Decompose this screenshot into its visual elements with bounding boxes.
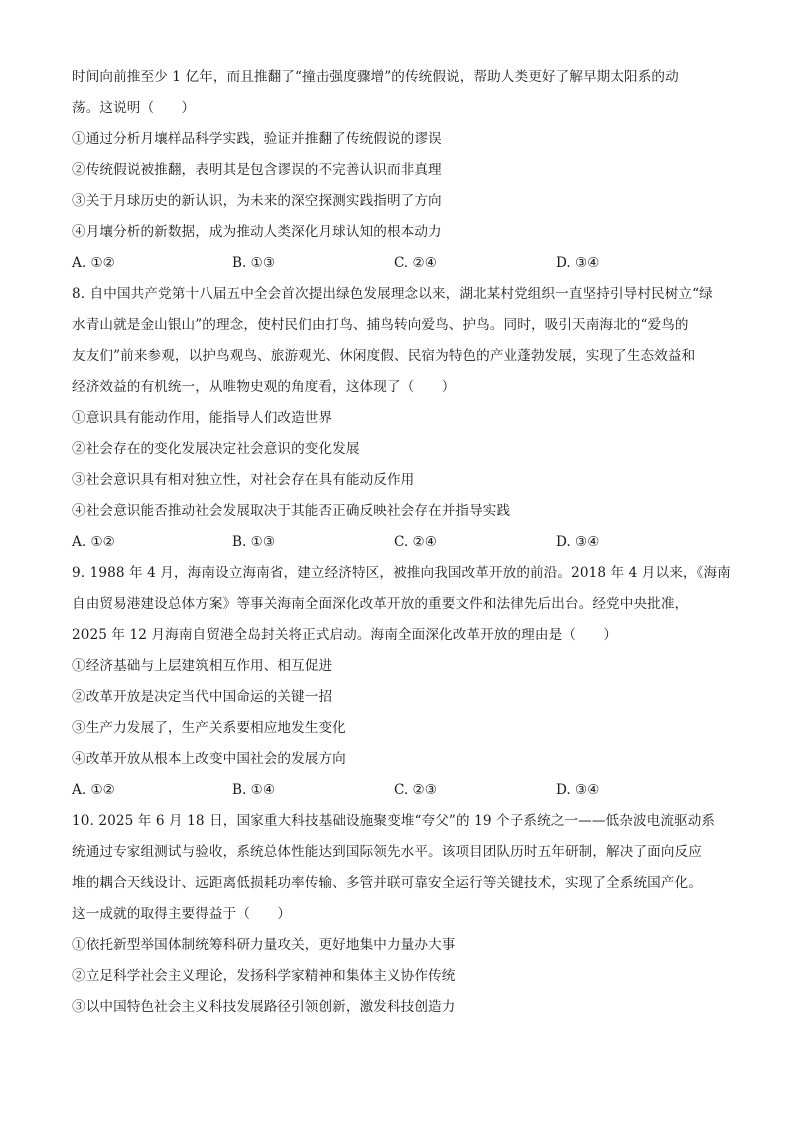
statement-1: ①经济基础与上层建筑相互作用、相互促进	[72, 658, 333, 674]
answer-options	[72, 527, 732, 558]
option-c: C. ②③	[394, 782, 437, 798]
question-stem-line: 经济效益的有机统一，从唯物史观的角度看，这体现了（ ）	[72, 379, 456, 395]
question-stem-line: 2025 年 12 月海南自贸港全岛封关将正式启动。海南全面深化改革开放的理由是（ ）	[72, 627, 618, 643]
question-stem-line: 这一成就的取得主要得益于（ ）	[72, 906, 292, 922]
question-stem-line: 荡。这说明（ ）	[72, 100, 196, 116]
answer-options	[72, 248, 732, 279]
question-stem-line: 时间向前推至少 1 亿年，而且推翻了“撞击强度骤增”的传统假说，帮助人类更好了解早期太阳系的动	[72, 69, 679, 85]
question-stem-line: 10. 2025 年 6 月 18 日，国家重大科技基础设施聚变堆“夸父”的 19 个子系统之一——低杂波电流驱动系	[72, 813, 716, 829]
question-10	[72, 806, 732, 1023]
statement-2: ②社会存在的变化发展决定社会意识的变化发展	[72, 441, 360, 457]
statement-4: ④月壤分析的新数据，成为推动人类深化月球认知的根本动力	[72, 224, 442, 240]
statement-1: ①依托新型举国体制统筹科研力量攻关，更好地集中力量办大事	[72, 937, 456, 953]
statement-2: ②传统假说被推翻，表明其是包含谬误的不完善认识而非真理	[72, 162, 442, 178]
question-stem-line: 9. 1988 年 4 月，海南设立海南省，建立经济特区，被推向我国改革开放的前沿。2018 年 4 月以来，《海南	[72, 565, 731, 581]
option-d: D. ③④	[556, 255, 600, 271]
option-a: A. ①②	[72, 255, 115, 271]
statement-3: ③社会意识具有相对独立性，对社会存在具有能动反作用	[72, 472, 415, 488]
option-c: C. ②④	[394, 534, 437, 550]
option-b: B. ①③	[232, 255, 276, 271]
statement-2: ②立足科学社会主义理论，发扬科学家精神和集体主义协作传统	[72, 968, 456, 984]
question-stem-line: 友友们”前来参观，以护鸟观鸟、旅游观光、休闲度假、民宿为特色的产业蓬勃发展，实现了生态效益和	[72, 348, 696, 364]
statement-4: ④社会意识能否推动社会发展取决于其能否正确反映社会存在并指导实践	[72, 503, 511, 519]
question-8	[72, 279, 732, 558]
statement-2: ②改革开放是决定当代中国命运的关键一招	[72, 689, 333, 705]
option-a: A. ①②	[72, 534, 115, 550]
statement-1: ①通过分析月壤样品科学实践，验证并推翻了传统假说的谬误	[72, 131, 442, 147]
answer-options	[72, 775, 732, 806]
statement-3: ③以中国特色社会主义科技发展路径引领创新，激发科技创造力	[72, 999, 456, 1015]
statement-3: ③关于月球历史的新认识，为未来的深空探测实践指明了方向	[72, 193, 442, 209]
exam-page	[72, 62, 732, 1023]
statement-1: ①意识具有能动作用，能指导人们改造世界	[72, 410, 333, 426]
option-d: D. ③④	[556, 782, 600, 798]
question-9	[72, 558, 732, 806]
question-stem-line: 水青山就是金山银山”的理念，使村民们由打鸟、捕鸟转向爱鸟、护鸟。同时，吸引天南海北的“爱鸟的	[72, 317, 689, 333]
option-c: C. ②④	[394, 255, 437, 271]
statement-3: ③生产力发展了，生产关系要相应地发生变化	[72, 720, 346, 736]
question-stem-line: 自由贸易港建设总体方案》等事关海南全面深化改革开放的重要文件和法律先后出台。经党中央批准，	[72, 596, 689, 612]
question-stem-line: 堆的耦合天线设计、远距离低损耗功率传输、多管并联可靠安全运行等关键技术，实现了全系统国产化。	[72, 875, 702, 891]
option-d: D. ③④	[556, 534, 600, 550]
statement-4: ④改革开放从根本上改变中国社会的发展方向	[72, 751, 346, 767]
option-b: B. ①③	[232, 534, 276, 550]
question-stem-line: 统通过专家组测试与验收，系统总体性能达到国际领先水平。该项目团队历时五年研制，解决了面向反应	[72, 844, 702, 860]
question-stem-line: 8. 自中国共产党第十八届五中全会首次提出绿色发展理念以来，湖北某村党组织一直坚持引导村民树立“绿	[72, 286, 713, 302]
option-b: B. ①④	[232, 782, 276, 798]
option-a: A. ①②	[72, 782, 115, 798]
question-7	[72, 62, 732, 279]
